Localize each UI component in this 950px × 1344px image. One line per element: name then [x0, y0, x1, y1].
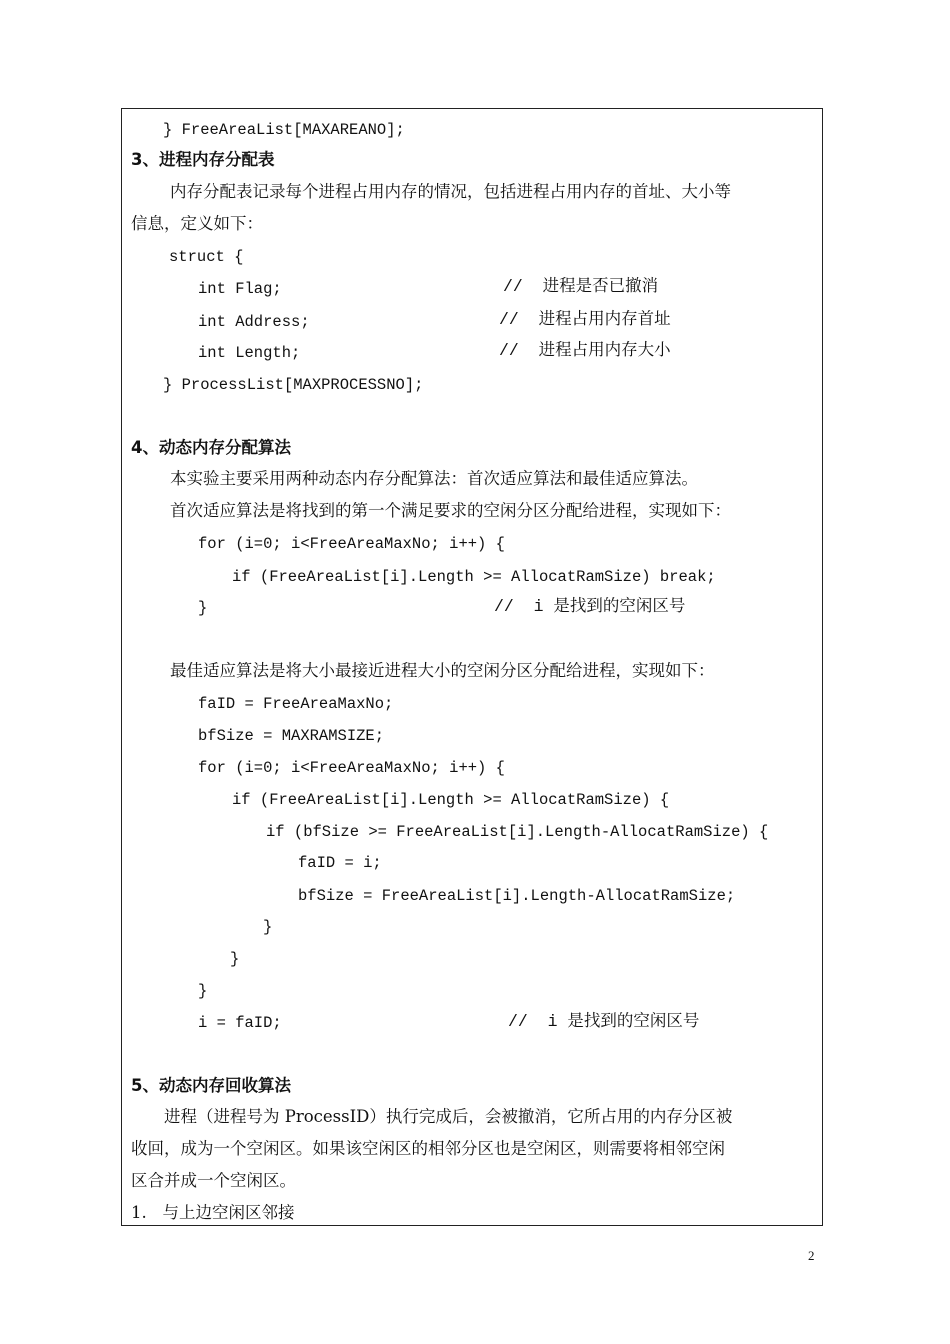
- code-line: } ProcessList[MAXPROCESSNO];: [163, 376, 424, 394]
- code-line: if (FreeAreaList[i].Length >= AllocatRamSize) break;: [232, 568, 716, 586]
- code-comment: // 进程是否已撤消: [503, 277, 659, 296]
- code-comment: // 进程占用内存首址: [499, 310, 671, 329]
- code-line: for (i=0; i<FreeAreaMaxNo; i++) {: [198, 535, 505, 553]
- code-line: if (FreeAreaList[i].Length >= AllocatRamSize) {: [232, 791, 670, 809]
- paragraph-line: 区合并成一个空闲区。: [131, 1171, 296, 1190]
- code-line: }: [263, 918, 273, 936]
- code-line: }: [230, 950, 240, 968]
- code-line: bfSize = FreeAreaList[i].Length-AllocatRamSize;: [298, 887, 736, 905]
- code-comment: // i 是找到的空闲区号: [508, 1012, 700, 1031]
- code-line: bfSize = MAXRAMSIZE;: [198, 727, 385, 745]
- paragraph-line: 最佳适应算法是将大小最接近进程大小的空闲分区分配给进程，实现如下：: [170, 661, 715, 680]
- code-line: faID = i;: [298, 854, 382, 872]
- page-number: 2: [808, 1248, 815, 1263]
- section-heading-4: 4、动态内存分配算法: [131, 438, 291, 457]
- code-line: faID = FreeAreaMaxNo;: [198, 695, 394, 713]
- paragraph-line: 收回，成为一个空闲区。如果该空闲区的相邻分区也是空闲区，则需要将相邻空闲: [131, 1139, 725, 1158]
- section-heading-5: 5、动态内存回收算法: [131, 1076, 291, 1095]
- section-heading-3: 3、进程内存分配表: [131, 150, 275, 169]
- code-line: int Length;: [198, 344, 301, 362]
- code-line: }: [198, 982, 208, 1000]
- code-line: if (bfSize >= FreeAreaList[i].Length-AllocatRamSize) {: [266, 823, 769, 841]
- paragraph-line: 内存分配表记录每个进程占用内存的情况，包括进程占用内存的首址、大小等: [170, 182, 731, 201]
- list-item: 1. 与上边空闲区邻接: [131, 1203, 295, 1222]
- paragraph-line: 首次适应算法是将找到的第一个满足要求的空闲分区分配给进程，实现如下：: [170, 501, 731, 520]
- code-comment: // i 是找到的空闲区号: [494, 597, 686, 616]
- code-line: i = faID;: [198, 1014, 282, 1032]
- code-line: int Flag;: [198, 280, 282, 298]
- code-line: } FreeAreaList[MAXAREANO];: [163, 121, 405, 139]
- paragraph-line: 信息，定义如下：: [131, 214, 263, 233]
- paragraph-line: 本实验主要采用两种动态内存分配算法：首次适应算法和最佳适应算法。: [170, 469, 698, 488]
- paragraph-line: 进程（进程号为 ProcessID）执行完成后，会被撤消，它所占用的内存分区被: [164, 1107, 733, 1126]
- code-line: int Address;: [198, 313, 310, 331]
- code-line: struct {: [169, 248, 244, 266]
- code-line: for (i=0; i<FreeAreaMaxNo; i++) {: [198, 759, 505, 777]
- code-comment: // 进程占用内存大小: [499, 341, 671, 360]
- code-line: }: [198, 599, 208, 617]
